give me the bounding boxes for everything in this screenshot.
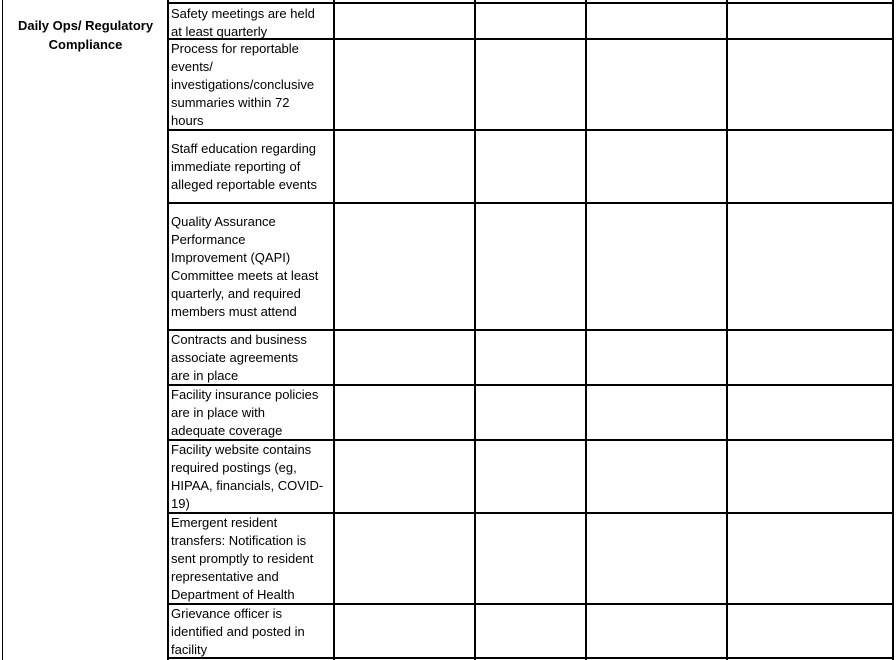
row-divider [167, 657, 894, 659]
requirement-text: Emergent resident transfers: Notification is sent promptly to resident representative and Department of Health [171, 515, 314, 602]
requirement-text: Process for reportable events/ investigations/conclusive summaries within 72 hours [171, 41, 315, 128]
row-divider [167, 2, 894, 4]
row-divider [167, 129, 894, 131]
requirement-text: Grievance officer is identified and posted in facility [171, 606, 305, 657]
requirement-text: Quality Assurance Performance Improvement (QAPI) Committee meets at least quarterly, and required members must attend [171, 214, 319, 319]
row-divider [167, 202, 894, 204]
requirement-text: Staff education regarding immediate reporting of alleged reportable events [171, 141, 317, 192]
requirement-text: Facility insurance policies are in place with adequate coverage [171, 387, 319, 438]
requirement-text: Facility website contains required postings (eg, HIPAA, financials, COVID- 19) [171, 442, 324, 511]
table-border-left [2, 0, 3, 660]
requirement-text: Contracts and business associate agreements are in place [171, 332, 307, 383]
section-label: Daily Ops/ Regulatory Compliance [17, 18, 154, 52]
requirement-text: Safety meetings are held at least quarterly [171, 6, 315, 38]
